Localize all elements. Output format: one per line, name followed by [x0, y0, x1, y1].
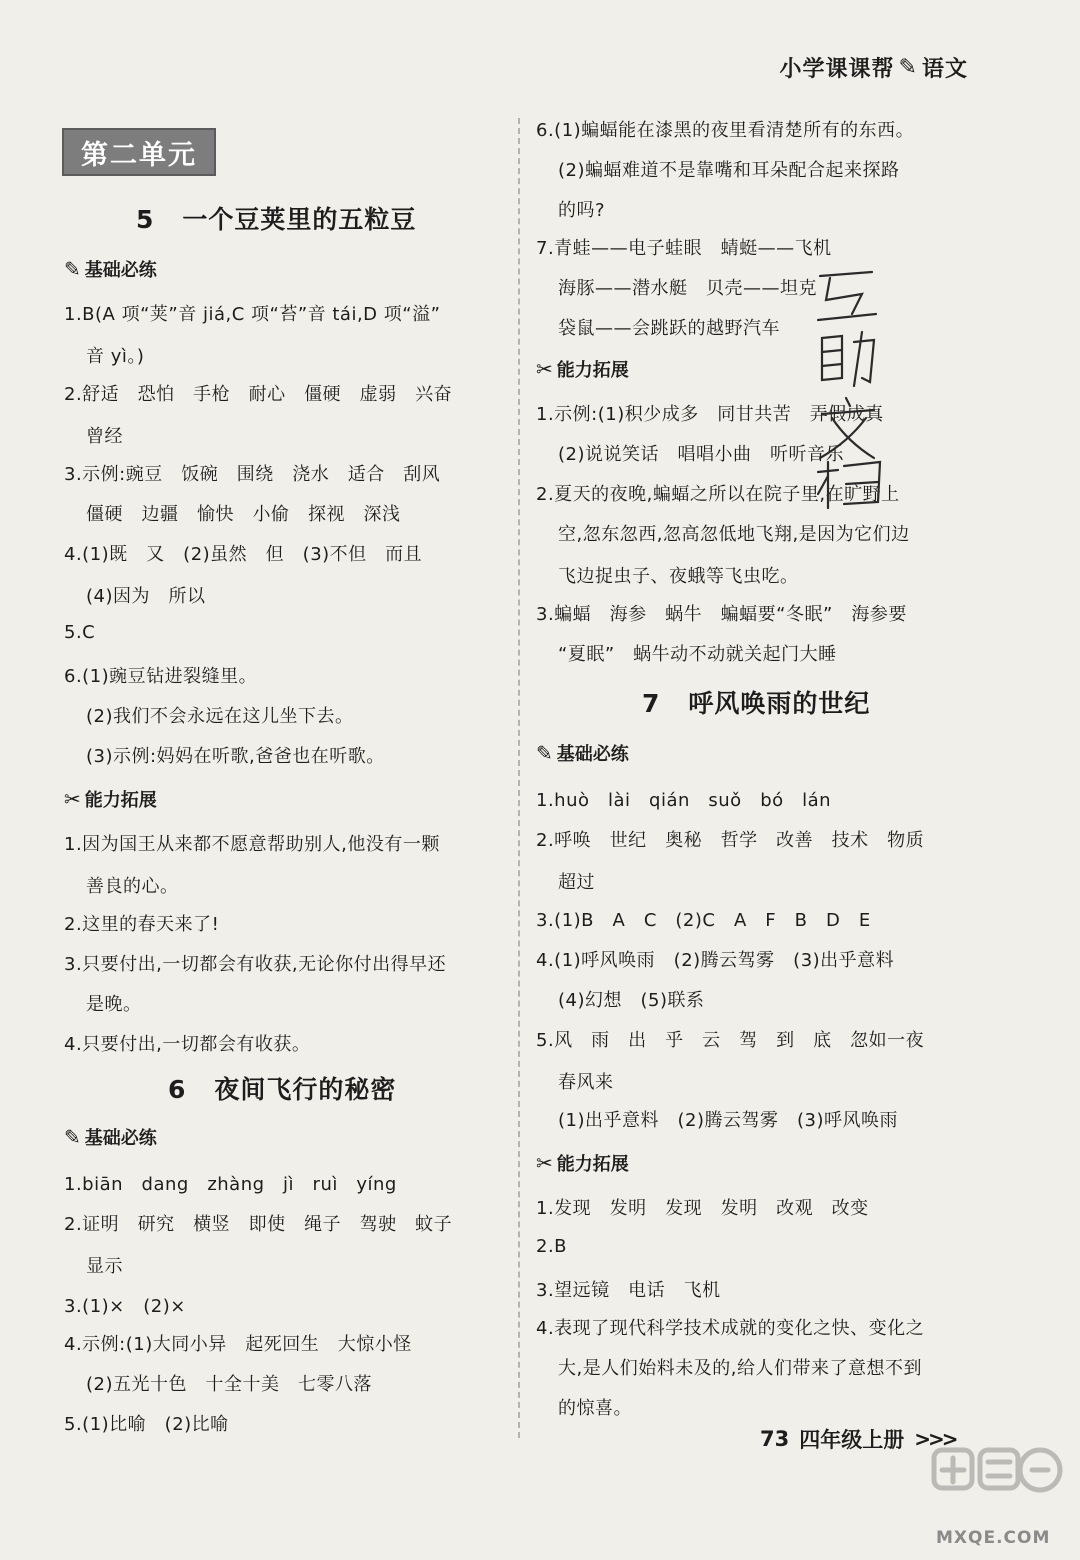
- answer-line: 1.huò lài qián suǒ bó lán: [536, 790, 832, 811]
- answer-line: (2)蝙蝠难道不是靠嘴和耳朵配合起来探路: [558, 160, 900, 181]
- answer-line: 空,忽东忽西,忽高忽低地飞翔,是因为它们边: [558, 524, 910, 545]
- answer-line: 5.(1)比喻 (2)比喻: [64, 1414, 229, 1435]
- answer-line: 2.这里的春天来了!: [64, 914, 220, 935]
- section-basic-l5: ✎ 基础必练: [64, 257, 157, 281]
- pencil-icon: ✎: [64, 257, 81, 281]
- column-divider: [518, 118, 520, 1438]
- answer-line: 2.呼唤 世纪 奥秘 哲学 改善 技术 物质: [536, 830, 925, 851]
- header-subject: 语文: [921, 57, 968, 82]
- answer-line: (4)幻想 (5)联系: [558, 990, 705, 1011]
- answer-line: 1.B(A 项“荚”音 jiá,C 项“苔”音 tái,D 项“溢”: [64, 304, 441, 325]
- answer-line: 4.只要付出,一切都会有收获。: [64, 1034, 311, 1055]
- chevron-right-icon: >>>: [914, 1427, 956, 1451]
- answer-line: 袋鼠——会跳跃的越野汽车: [558, 318, 780, 339]
- answer-line: 大,是人们始料未及的,给人们带来了意想不到: [558, 1358, 922, 1379]
- answer-line: 4.(1)呼风唤雨 (2)腾云驾雾 (3)出乎意料: [536, 950, 895, 971]
- lesson-6-title: 6 夜间飞行的秘密: [168, 1075, 397, 1104]
- scissors-icon: ✂: [536, 357, 553, 381]
- answer-line: 僵硬 边疆 愉快 小偷 探视 深浅: [86, 504, 401, 525]
- watermark-text: MXQE.COM: [936, 1528, 1051, 1548]
- answer-line: 3.(1)× (2)×: [64, 1296, 186, 1317]
- scissors-icon: ✂: [64, 787, 81, 811]
- answer-line: 3.示例:豌豆 饭碗 围绕 浇水 适合 刮风: [64, 464, 441, 485]
- answer-line: 春风来: [558, 1072, 614, 1093]
- answer-line: 2.B: [536, 1236, 568, 1257]
- answer-line: 3.只要付出,一切都会有收获,无论你付出得早还: [64, 954, 447, 975]
- grade-label: 四年级上册: [799, 1428, 905, 1452]
- answer-line: 2.夏天的夜晚,蝙蝠之所以在院子里,在旷野上: [536, 484, 900, 505]
- answer-line: 曾经: [86, 426, 123, 447]
- answer-line: 3.蝙蝠 海参 蜗牛 蝙蝠要“冬眠” 海参要: [536, 604, 907, 625]
- pencil-icon: ✎: [536, 741, 553, 765]
- answer-line: 的惊喜。: [558, 1398, 632, 1419]
- answer-line: (3)示例:妈妈在听歌,爸爸也在听歌。: [86, 746, 385, 767]
- answer-line: 显示: [86, 1256, 123, 1277]
- answer-line: 4.表现了现代科学技术成就的变化之快、变化之: [536, 1318, 925, 1339]
- section-basic-l6: ✎ 基础必练: [64, 1125, 157, 1149]
- answer-line: 1.biān dang zhàng jì ruì yíng: [64, 1174, 397, 1195]
- answer-line: 是晚。: [86, 994, 142, 1015]
- pencil-logo-icon: ✎: [898, 55, 918, 80]
- answer-line: (2)我们不会永远在这儿坐下去。: [86, 706, 354, 727]
- page-footer: [760, 1424, 956, 1454]
- pencil-icon: ✎: [64, 1125, 81, 1149]
- lesson-5-title: 5 一个豆荚里的五粒豆: [136, 205, 417, 234]
- scissors-icon: ✂: [536, 1151, 553, 1175]
- answer-line: (2)五光十色 十全十美 七零八落: [86, 1374, 372, 1395]
- answer-line: 3.(1)B A C (2)C A F B D E: [536, 910, 871, 931]
- answer-line: 4.(1)既 又 (2)虽然 但 (3)不但 而且: [64, 544, 423, 565]
- answer-line: 1.因为国王从来都不愿意帮助别人,他没有一颗: [64, 834, 440, 855]
- answer-line: 2.证明 研究 横竖 即使 绳子 驾驶 蚊子: [64, 1214, 453, 1235]
- handwriting-signature: [808, 262, 888, 512]
- page-number: 73: [760, 1427, 790, 1451]
- answer-line: 5.C: [64, 622, 96, 643]
- unit-label: 第二单元: [62, 128, 216, 176]
- answer-line: 7.青蛙——电子蛙眼 蜻蜓——飞机: [536, 238, 832, 259]
- answer-line: 5.风 雨 出 乎 云 驾 到 底 忽如一夜: [536, 1030, 925, 1051]
- answer-line: (4)因为 所以: [86, 586, 206, 607]
- header-series: 小学课课帮: [779, 57, 895, 82]
- answer-line: 3.望远镜 电话 飞机: [536, 1280, 721, 1301]
- answer-line: (1)出乎意料 (2)腾云驾雾 (3)呼风唤雨: [558, 1110, 898, 1131]
- answer-line: (2)说说笑话 唱唱小曲 听听音乐: [558, 444, 844, 465]
- section-ability-l6: ✂ 能力拓展: [536, 357, 629, 381]
- answer-line: 超过: [558, 872, 595, 893]
- answer-line: 海豚——潜水艇 贝壳——坦克: [558, 278, 817, 299]
- answer-line: 飞边捉虫子、夜蛾等飞虫吃。: [558, 566, 799, 587]
- answer-line: 善良的心。: [86, 876, 179, 897]
- answer-line: 4.示例:(1)大同小异 起死回生 大惊小怪: [64, 1334, 412, 1355]
- answer-line: 2.舒适 恐怕 手枪 耐心 僵硬 虚弱 兴奋: [64, 384, 453, 405]
- header-title: [780, 52, 968, 83]
- answer-line: 1.发现 发明 发现 发明 改观 改变: [536, 1198, 869, 1219]
- section-ability-l7: ✂ 能力拓展: [536, 1151, 629, 1175]
- answer-line: 的吗?: [558, 200, 606, 221]
- answer-line: 6.(1)豌豆钻进裂缝里。: [64, 666, 258, 687]
- section-ability-l5: ✂ 能力拓展: [64, 787, 157, 811]
- answer-line: “夏眠” 蜗牛动不动就关起门大睡: [558, 644, 837, 665]
- answer-line: 6.(1)蝙蝠能在漆黑的夜里看清楚所有的东西。: [536, 120, 915, 141]
- answer-line: 音 yì。): [86, 346, 145, 367]
- answer-line: 1.示例:(1)积少成多 同甘共苦 弄假成真: [536, 404, 884, 425]
- lesson-7-title: 7 呼风唤雨的世纪: [642, 689, 871, 718]
- section-basic-l7: ✎ 基础必练: [536, 741, 629, 765]
